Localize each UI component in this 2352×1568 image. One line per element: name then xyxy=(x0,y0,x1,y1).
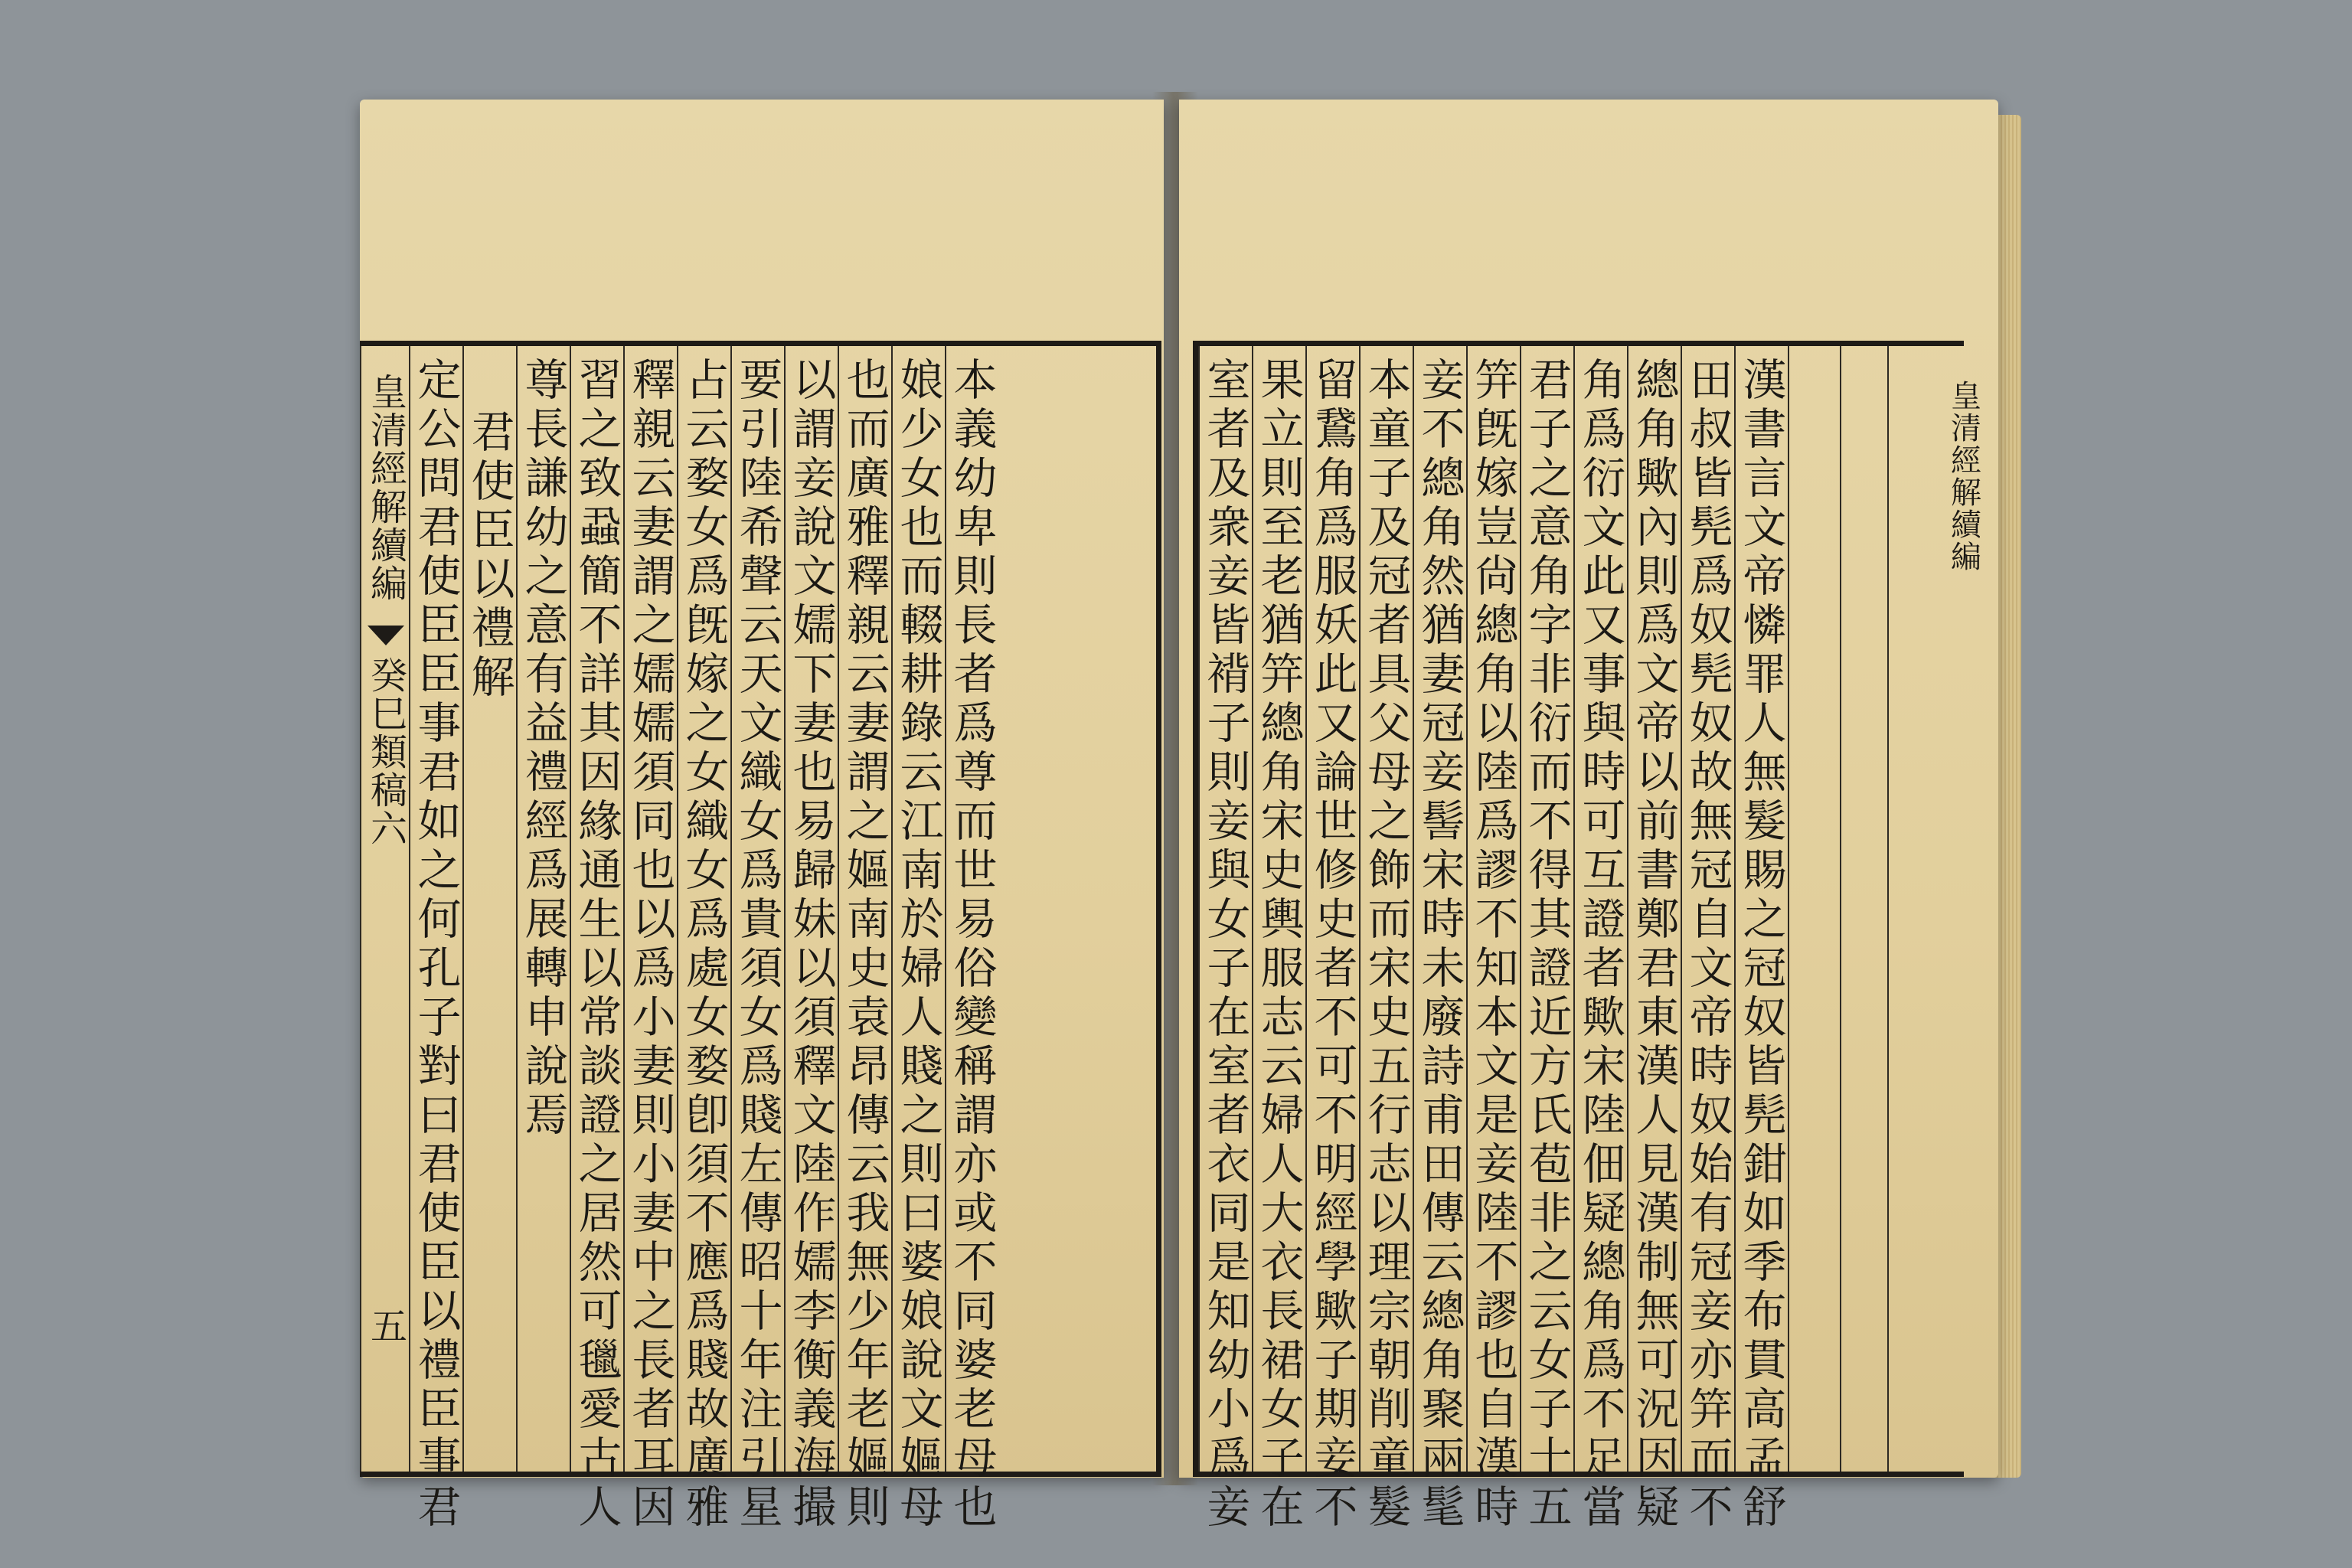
column-text: 占云婺女爲旣嫁之女織女爲處女婺卽須不應爲賤故廣雅 xyxy=(678,357,729,1533)
text-column xyxy=(623,346,675,1533)
column-text: 笄旣嫁豈尙總角以陸爲謬不知本文是妾陸不謬也自漢時 xyxy=(1468,357,1518,1533)
text-column xyxy=(1681,346,1733,1533)
column-text: 釋親云妻謂之嬬嬬須同也以爲小妻則小妻中之長者耳因 xyxy=(625,357,675,1533)
column-text: 君子之意角字非衍而不得其證近方氏苞非之云女子十五 xyxy=(1521,357,1572,1533)
column-rule xyxy=(1887,346,1889,1472)
left-margin-strip xyxy=(360,346,410,1472)
column-text: 漢書言文帝憐罪人無髮賜之冠奴皆髡鉗如季布貫高孟舒 xyxy=(1736,357,1786,1533)
column-text: 定公問君使臣臣事君如之何孔子對曰君使臣以禮臣事君 xyxy=(410,357,461,1533)
column-text: 娘少女也而輟耕錄云江南於婦人賤之則曰婆娘說文嫗母 xyxy=(893,357,943,1533)
text-column xyxy=(1466,346,1518,1533)
column-text: 尊長謙幼之意有益禮經爲展轉申說焉 xyxy=(518,357,568,1141)
margin-book-title: 皇清經解續編 xyxy=(364,373,407,603)
column-text: 田叔皆髡爲奴髡奴故無冠自文帝時奴始有冠妾亦笄而不 xyxy=(1682,357,1733,1533)
column-text: 妾不總角然猶妻冠妾髻宋時未廢詩甫田傳云總角聚兩髦 xyxy=(1414,357,1465,1533)
text-column xyxy=(1788,346,1841,1472)
column-text: 室者及衆妾皆褙子則妾與女子在室者衣同是知幼小爲妾 xyxy=(1200,357,1250,1533)
left-page xyxy=(360,100,1164,1533)
text-column xyxy=(1573,346,1625,1533)
fish-tail-mark xyxy=(368,626,404,645)
column-text: 總角歟內則爲文帝以前書鄭君東漢人見漢制無可況因疑 xyxy=(1628,357,1679,1533)
column-text: 要引陸希聲云天文織女爲貴須女爲賤左傳昭十年注引星 xyxy=(732,357,782,1533)
text-column xyxy=(1413,346,1465,1533)
text-column xyxy=(730,346,782,1533)
text-column xyxy=(1198,346,1250,1533)
text-column xyxy=(1305,346,1357,1533)
column-text: 本義幼卑則長者爲尊而世易俗變稱謂亦或不同婆老母也 xyxy=(946,357,997,1533)
text-column xyxy=(516,346,568,1472)
text-column xyxy=(891,346,943,1533)
right-page xyxy=(1179,100,1998,1533)
text-column xyxy=(1252,346,1304,1533)
margin-book-title: 皇清經解續編 xyxy=(1945,380,1981,573)
right-text-frame xyxy=(1193,341,1981,1533)
column-text: 習之致蝨簡不詳其因緣通生以常談證之居然可㲱愛古人 xyxy=(571,357,622,1533)
text-column xyxy=(838,346,890,1533)
column-text: 留鵞角爲服妖此又論世修史者不可不明經學歟子期妾不 xyxy=(1307,357,1357,1533)
column-text: 角爲衍文此又事與時可互證者歟宋陸佃疑總角爲不足當 xyxy=(1575,357,1625,1533)
text-column xyxy=(409,346,461,1533)
text-column xyxy=(784,346,836,1533)
text-column xyxy=(677,346,729,1533)
text-column xyxy=(1627,346,1679,1533)
column-text: 本童子及冠者具父母之飾而宋史五行志以理宗朝削童髮 xyxy=(1361,357,1411,1533)
left-text-frame xyxy=(360,341,1161,1533)
open-book xyxy=(360,84,2014,1533)
text-column xyxy=(945,346,997,1533)
column-text: 也而廣雅釋親云妻謂之嫗南史袁昂傳云我無少年老嫗則 xyxy=(839,357,890,1533)
text-column xyxy=(1520,346,1572,1533)
column-text: 果立則至老猶笄總角宋史輿服志云婦人大衣長裙女子在 xyxy=(1253,357,1304,1533)
text-column xyxy=(1734,346,1786,1533)
column-text: 君使臣以禮解 xyxy=(464,409,514,703)
text-column xyxy=(462,346,514,1472)
margin-volume-title: 癸巳類稿六 xyxy=(364,656,407,848)
text-column xyxy=(1359,346,1411,1533)
text-column xyxy=(570,346,622,1533)
column-text: 以謂妾說文嬬下妻也易歸妹以須釋文陸作嬬李衡義海撮 xyxy=(786,357,836,1533)
margin-page-number: 五 xyxy=(364,1307,407,1345)
